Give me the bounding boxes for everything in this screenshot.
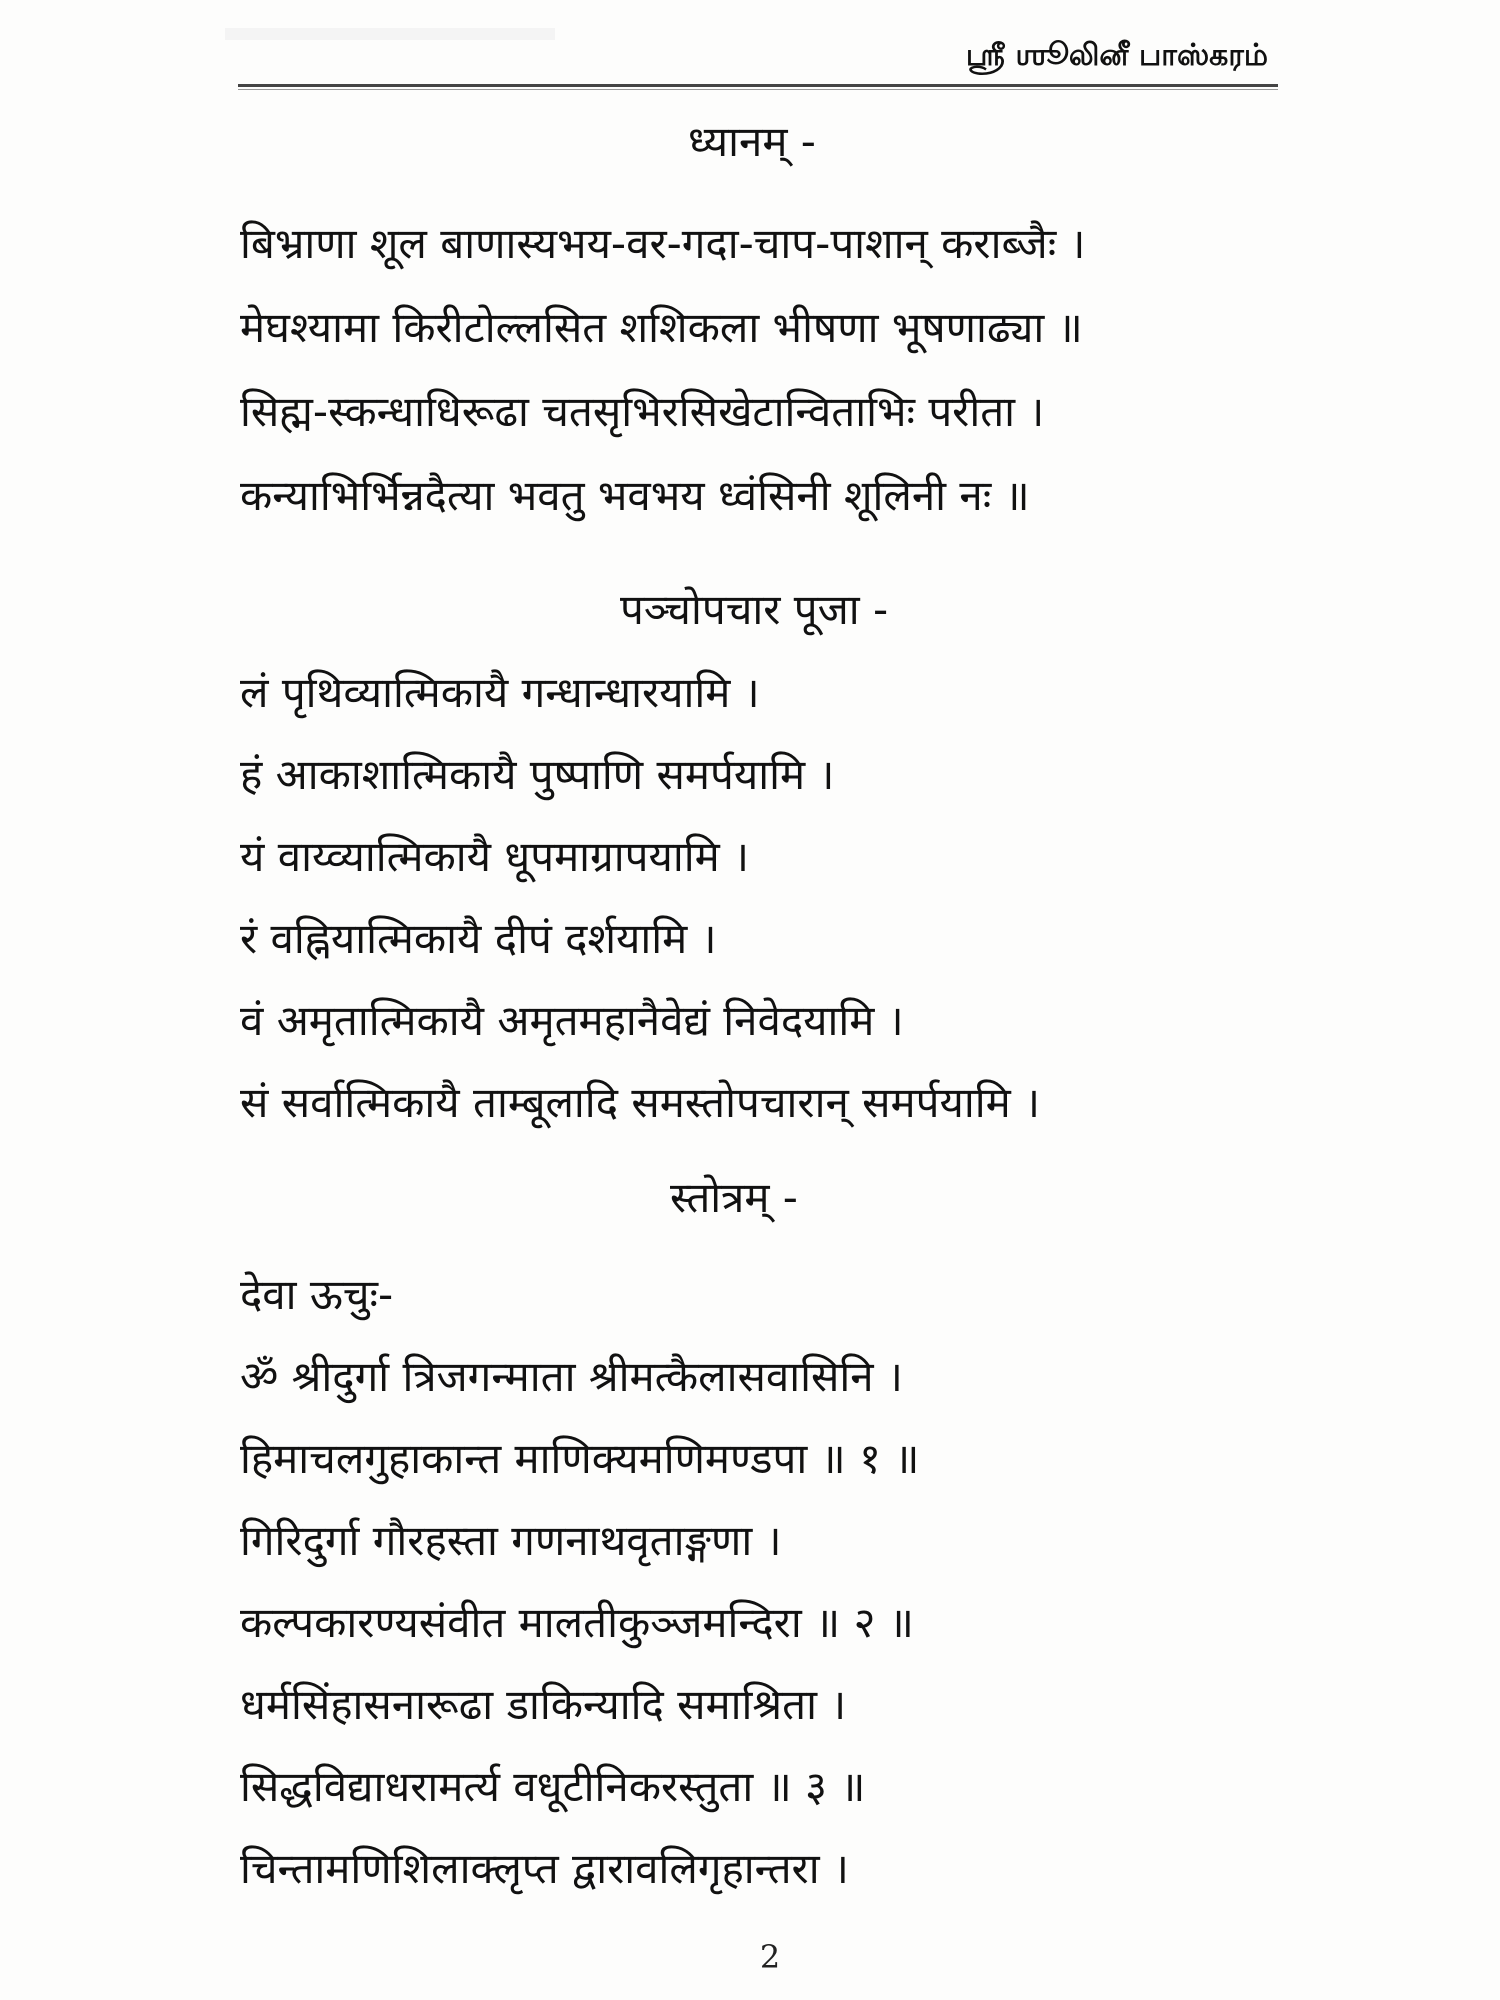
verse-line: बिभ्राणा शूल बाणास्यभय-वर-गदा-चाप-पाशान् कराब्जैः । xyxy=(240,219,1086,268)
page-number: 2 xyxy=(759,1938,781,1976)
puja-line: लं पृथिव्यात्मिकायै गन्धान्धारयामि । xyxy=(240,668,760,717)
puja-line: यं वाय्व्यात्मिकायै धूपमाग्रापयामि । xyxy=(240,832,749,881)
puja-line: रं वह्नियात्मिकायै दीपं दर्शयामि । xyxy=(240,914,717,963)
stotra-line: कल्पकारण्यसंवीत मालतीकुञ्जमन्दिरा ॥ २ ॥ xyxy=(240,1598,914,1647)
stotra-line: चिन्तामणिशिलाक्लृप्त द्वारावलिगृहान्तरा । xyxy=(240,1844,849,1893)
stotra-line: सिद्धविद्याधरामर्त्य वधूटीनिकरस्तुता ॥ ३ ॥ xyxy=(240,1762,866,1811)
stotra-intro-line: देवा ऊचुः- xyxy=(240,1270,394,1319)
section-heading-dhyanam: ध्यानम् - xyxy=(688,117,816,166)
stotra-line: हिमाचलगुहाकान्त माणिक्यमणिमण्डपा ॥ १ ॥ xyxy=(240,1434,920,1483)
puja-line: सं सर्वात्मिकायै ताम्बूलादि समस्तोपचारान् समर्पयामि । xyxy=(240,1078,1040,1127)
header-rule-thin xyxy=(238,89,1278,90)
page-body xyxy=(240,110,1280,1910)
stotra-line: ॐ श्रीदुर्गा त्रिजगन्माता श्रीमत्कैलासवासिनि । xyxy=(240,1352,903,1401)
stotra-line: गिरिदुर्गा गौरहस्ता गणनाथवृताङ्गणा । xyxy=(240,1516,782,1565)
verse-line: मेघश्यामा किरीटोल्लसित शशिकला भीषणा भूषणाढ्या ॥ xyxy=(240,303,1083,352)
running-header-title: ஸ்ரீ ஶூலினீ பாஸ்கரம் xyxy=(965,38,1268,73)
header-rule xyxy=(238,84,1278,87)
section-heading-puja: पञ्चोपचार पूजा - xyxy=(620,585,889,634)
section-heading-stotram: स्तोत्रम् - xyxy=(670,1173,798,1222)
puja-line: वं अमृतात्मिकायै अमृतमहानैवेद्यं निवेदयामि । xyxy=(240,996,904,1045)
verse-line: सिह्म-स्कन्धाधिरूढा चतसृभिरसिखेटान्विताभिः परीता । xyxy=(240,387,1045,436)
puja-line: हं आकाशात्मिकायै पुष्पाणि समर्पयामि । xyxy=(240,750,835,799)
show-through-mark xyxy=(225,28,555,40)
stotra-line: धर्मसिंहासनारूढा डाकिन्यादि समाश्रिता । xyxy=(240,1680,847,1729)
verse-line: कन्याभिर्भिन्नदैत्या भवतु भवभय ध्वंसिनी शूलिनी नः ॥ xyxy=(240,471,1030,520)
